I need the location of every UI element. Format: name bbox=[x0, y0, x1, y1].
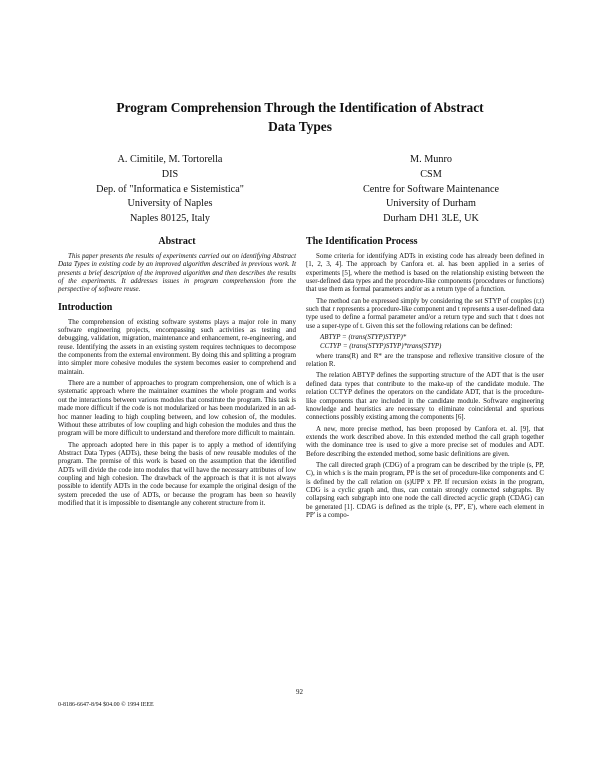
author-affiliation: University of Durham bbox=[386, 198, 476, 210]
author-affiliation: Naples 80125, Italy bbox=[129, 213, 211, 225]
isbn-footer: 0-8186-6647-8/94 $04.00 © 1994 IEEE bbox=[58, 702, 154, 708]
author-affiliation: Dep. of "Informatica e Sistemistica" bbox=[96, 183, 244, 195]
author-affiliation: Durham DH1 3LE, UK bbox=[383, 213, 479, 225]
paragraph: where trans(R) and R* are the transpose and reflexive transitive closure of the relation R. bbox=[306, 351, 544, 369]
left-column bbox=[58, 236, 296, 510]
author-affiliation: CSM bbox=[420, 168, 442, 180]
author-block-durham bbox=[334, 153, 528, 227]
author-affiliation: DIS bbox=[161, 168, 179, 180]
author-names: M. Munro bbox=[410, 154, 452, 165]
introduction-heading: Introduction bbox=[58, 301, 113, 313]
right-column bbox=[306, 236, 544, 522]
paragraph: The approach adopted here in this paper is to apply a method of identifying Abstract Data Types (ADTs), these being the basis of new reusable modules of the program. The premise of this work is based on the assumption that the identified ADTs will divide the code into modules that will have the necessary attributes of low coupling and high cohesion. The drawback of the approach is that it is not always possible to identify ADTs in the code because for example the original design of the system preceded the use of ADTs, or because the program has been so heavily modified that it is impossible to disentangle any coherent structure from it. bbox=[58, 440, 296, 507]
identification-heading: The Identification Process bbox=[306, 236, 418, 247]
paragraph: There are a number of approaches to program comprehension, one of which is a systematic approach where the maintainer examines the whole program and works out the interactions between various modules that constitute the program. This task is made more difficult if the code is not modularized or has been modularized in an ad-hoc manner leading to high coupling between, and low cohesion of, the modules. Without these attributes of low coupling and high cohesion the modules and thus the program will be more difficult to understand and therefore more difficult to maintain. bbox=[58, 379, 296, 438]
author-block-naples bbox=[70, 153, 270, 227]
formula-abtyp: ABTYP = (trans(STYP)STYP)* bbox=[320, 333, 407, 342]
paragraph: The call directed graph (CDG) of a program can be described by the triple (s, PP, C), in which s is the main program, PP is the set of procedure-like components and C is defined by the call relation on (s)UPP x PP. If recursion exists in the program, CDG is a cyclic graph and, thus, can contain strongly connected subgraphs. By collapsing each subgraph into one node the call directed acyclic graph (CDAG) can be generated [1]. CDAG is defined as the triple (s, PP', E'), where each element in PP' is a compo- bbox=[306, 460, 544, 519]
paragraph: The method can be expressed simply by considering the set STYP of couples (r,t) such that r represents a procedure-like component and t represents a user-defined data type used to define a formal parameter and/or a return type and such that t does not use a super-type of t. Given this set the following relations can be defined: bbox=[306, 296, 544, 330]
title-line-1: Program Comprehension Through the Identification of Abstract bbox=[116, 100, 484, 115]
author-affiliation: University of Naples bbox=[127, 198, 213, 210]
paragraph: Some criteria for identifying ADTs in existing code has already been defined in [1, 2, 3, 4]. The approach by Canfora et. al. has been applied in a series of experiments [5], where the method is based on the relationship existing between the user-defined data types and the procedure-like components (procedures or functions) that use them as formal parameters and/or as a return type of a function. bbox=[306, 252, 544, 294]
author-affiliation: Centre for Software Maintenance bbox=[362, 183, 500, 195]
abstract-heading: Abstract bbox=[158, 236, 196, 247]
paper-title bbox=[60, 98, 540, 136]
title-line-2: Data Types bbox=[268, 119, 332, 134]
author-names: A. Cimitile, M. Tortorella bbox=[117, 154, 223, 165]
paragraph: The comprehension of existing software systems plays a major role in many software engineering projects, encompassing such activities as testing and debugging, validation, migration, maintenance and enhancement, re-engineering, and reuse. Identifying the assets in an existing system requires techniques to decompose the components from the external environment. By doing this and splitting a program into simpler more cohesive modules the system becomes easier to comprehend and maintain. bbox=[58, 317, 296, 376]
formula-cctyp: CCTYP = (trans(STYP)STYP)*trans(STYP) bbox=[320, 342, 442, 351]
paragraph: A new, more precise method, has been proposed by Canfora et. al. [9], that extends the work described above. In this extended method the call graph together with the dominance tree is used to give a more precise set of modules and ADT. Before describing the extended method, some basic definitions are given. bbox=[306, 424, 544, 458]
paragraph: The relation ABTYP defines the supporting structure of the ADT that is the user defined data types that contribute to the make-up of the candidate module. The relation CCTYP defines the operators on the candidate ADT, that is the procedure-like components that are included in the candidate module. Software engineering knowledge and heuristics are necessary to eliminate coincidental and spurious connections possibly existing among the components [6]. bbox=[306, 371, 544, 422]
abstract-text: This paper presents the results of experiments carried out on identifying Abstract Data Types in existing code by an improved algorithm described in previous work. It presents a brief description of the improved algorithm and then describes the results of the experiments. It addresses issues in program comprehension from the perspective of software reuse. bbox=[58, 252, 296, 294]
page-number: 92 bbox=[296, 688, 303, 696]
